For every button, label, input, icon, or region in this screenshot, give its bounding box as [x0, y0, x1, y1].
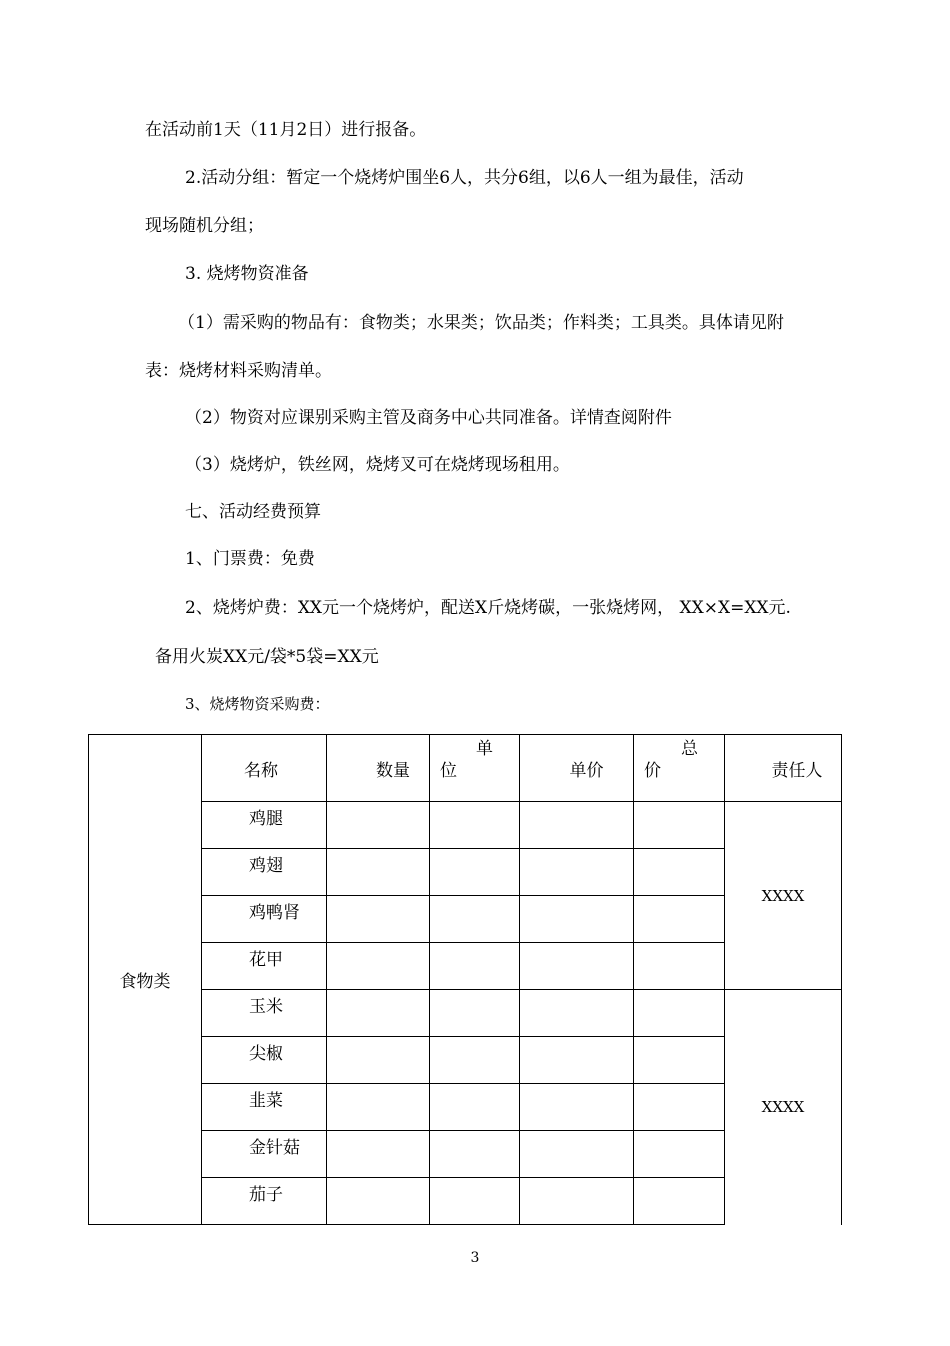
paragraph-2: 2.活动分组：暂定一个烧烤炉围坐6人，共分6组，以6人一组为最佳，活动 [185, 168, 744, 188]
paragraph-7: （2）物资对应课别采购主管及商务中心共同准备。详情查阅附件 [185, 408, 672, 428]
header-unit: 单 位 [430, 735, 520, 802]
table-row [89, 990, 842, 1037]
header-name: 名称 [202, 735, 327, 802]
paragraph-12: 备用火炭XX元/袋*5袋=XX元 [155, 647, 379, 667]
paragraph-10: 1、门票费：免费 [185, 549, 315, 569]
paragraph-6: 表：烧烤材料采购清单。 [145, 361, 332, 381]
item-name: 尖椒 [202, 1037, 327, 1084]
item-name: 花甲 [202, 943, 327, 990]
responsible-cell: XXXX [725, 990, 842, 1225]
paragraph-3: 现场随机分组； [145, 216, 264, 236]
item-name: 鸡鸭肾 [202, 896, 327, 943]
paragraph-4: 3. 烧烤物资准备 [185, 264, 309, 284]
table-row [89, 802, 842, 849]
page-number: 3 [470, 1250, 480, 1266]
header-person: 责任人 [725, 735, 842, 802]
item-name: 金针菇 [202, 1131, 327, 1178]
header-total: 总 价 [634, 735, 725, 802]
category-cell [89, 735, 202, 1225]
item-name: 鸡腿 [202, 802, 327, 849]
section-heading: 七、活动经费预算 [185, 502, 321, 522]
paragraph-1: 在活动前1天（11月2日）进行报备。 [145, 120, 427, 140]
responsible-cell: XXXX [725, 802, 842, 990]
purchase-table [88, 734, 842, 1225]
header-price: 单价 [520, 735, 634, 802]
item-name: 茄子 [202, 1178, 327, 1225]
paragraph-5: （1）需采购的物品有：食物类；水果类；饮品类；作料类；工具类。具体请见附 [178, 313, 784, 333]
header-quantity: 数量 [327, 735, 430, 802]
table-header-row [89, 735, 842, 802]
paragraph-11: 2、烧烤炉费：XX元一个烧烤炉，配送X斤烧烤碳，一张烧烤网， XX×X=XX元. [185, 598, 791, 618]
item-name: 鸡翅 [202, 849, 327, 896]
item-name: 韭菜 [202, 1084, 327, 1131]
category-label: 食物类 [119, 972, 171, 992]
paragraph-8: （3）烧烤炉，铁丝网，烧烤叉可在烧烤现场租用。 [185, 455, 570, 475]
item-name: 玉米 [202, 990, 327, 1037]
paragraph-13: 3、烧烤物资采购费： [185, 695, 330, 713]
